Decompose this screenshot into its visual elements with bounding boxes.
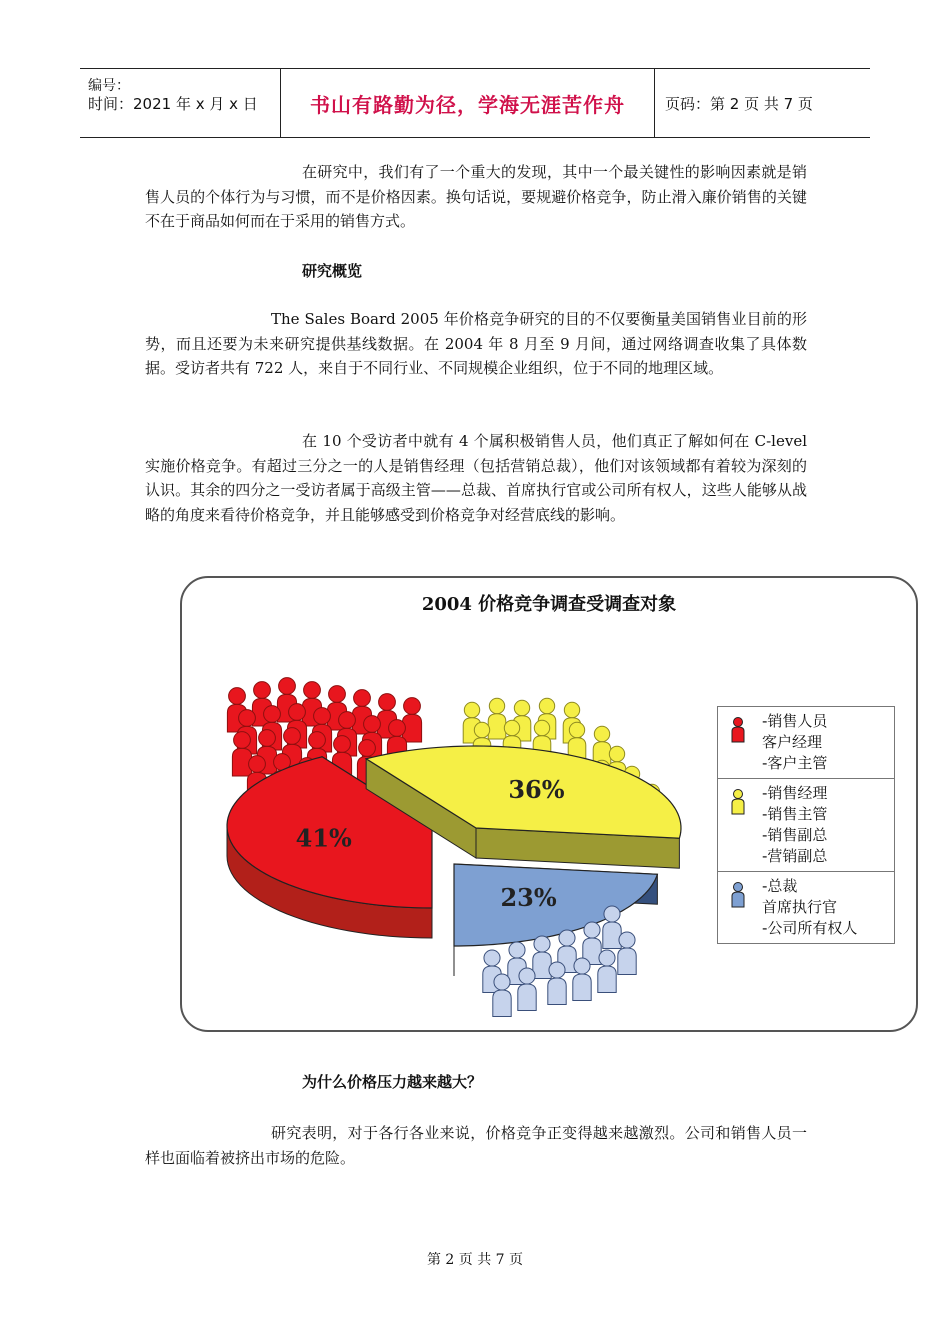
legend-item-executives <box>718 871 894 943</box>
number-label: 编号： <box>88 78 130 94</box>
legend-item-sales-managers <box>718 778 894 871</box>
paragraph-respondents: 在 10 个受访者中就有 4 个属积极销售人员，他们真正了解如何在 C-level 实施价格竞争。有超过三分之一的人是销售经理（包括营销总裁），他们对该领域都有着较为深刻的认识。其余的四分之一受访者属于高级主管——总裁、首席执行官或公司所有权人，这些人能够从战略的角度来看待价格竞争，并且能够感受到价格竞争对经营底线的影响。 <box>145 432 807 524</box>
legend-line: -公司所有权人 <box>762 919 858 937</box>
legend-line: -总裁 <box>762 877 798 895</box>
section-heading-pressure: 为什么价格压力越来越大？ <box>302 1073 483 1091</box>
chart-legend <box>717 706 895 944</box>
page-header <box>80 68 870 138</box>
legend-line: -销售主管 <box>762 805 828 823</box>
paragraph-finding: 在研究中，我们有了一个重大的发现，其中一个最关键性的影响因素就是销售人员的个体行为与习惯，而不是价格因素。换句话说，要规避价格竞争，防止滑入廉价销售的关键不在于商品如何而在于采用的销售方式。 <box>145 163 807 230</box>
date-line: 时间：2021 年 x 月 x 日 <box>88 95 258 113</box>
page-info: 页码：第 2 页 共 7 页 <box>665 94 813 113</box>
header-motto-cell <box>281 69 655 137</box>
chart-title: 2004 价格竞争调查受调查对象 <box>421 594 677 615</box>
legend-line: -销售副总 <box>762 826 828 844</box>
paragraph-overview: The Sales Board 2005 年价格竞争研究的目的不仅要衡量美国销售业目前的形势，而且还要为未来研究提供基线数据。在 2004 年 8 月至 9 月间，通过网络调查收集了具体数据。受访者共有 722 人，来自于不同行业、不同规模企业组织，位于不同的地理区域。 <box>145 310 807 377</box>
page-footer: 第 2 页 共 7 页 <box>426 1252 524 1268</box>
legend-line: -客户主管 <box>762 754 828 772</box>
pie-value-label-executives: 23% <box>500 882 557 912</box>
legend-item-sales-staff <box>718 707 894 778</box>
paragraph-pressure: 研究表明，对于各行各业来说，价格竞争正变得越来越激烈。公司和销售人员一样也面临着被挤出市场的危险。 <box>145 1124 807 1167</box>
legend-line: 客户经理 <box>762 733 823 751</box>
pie-value-label-sales-staff: 41% <box>295 823 352 853</box>
legend-line: 首席执行官 <box>762 898 838 916</box>
person-icon <box>730 789 746 815</box>
pie-value-label-sales-managers: 36% <box>508 774 565 804</box>
legend-line: -销售人员 <box>762 712 828 730</box>
legend-line: -销售经理 <box>762 784 828 802</box>
person-icon <box>730 882 746 908</box>
header-page-cell <box>655 69 870 137</box>
header-info-cell <box>80 69 281 137</box>
section-heading-overview: 研究概览 <box>302 262 363 280</box>
legend-line: -营销副总 <box>762 847 828 865</box>
motto: 书山有路勤为径，学海无涯苦作舟 <box>310 92 625 117</box>
respondent-pie-chart <box>180 576 918 1032</box>
person-icon <box>730 717 746 743</box>
